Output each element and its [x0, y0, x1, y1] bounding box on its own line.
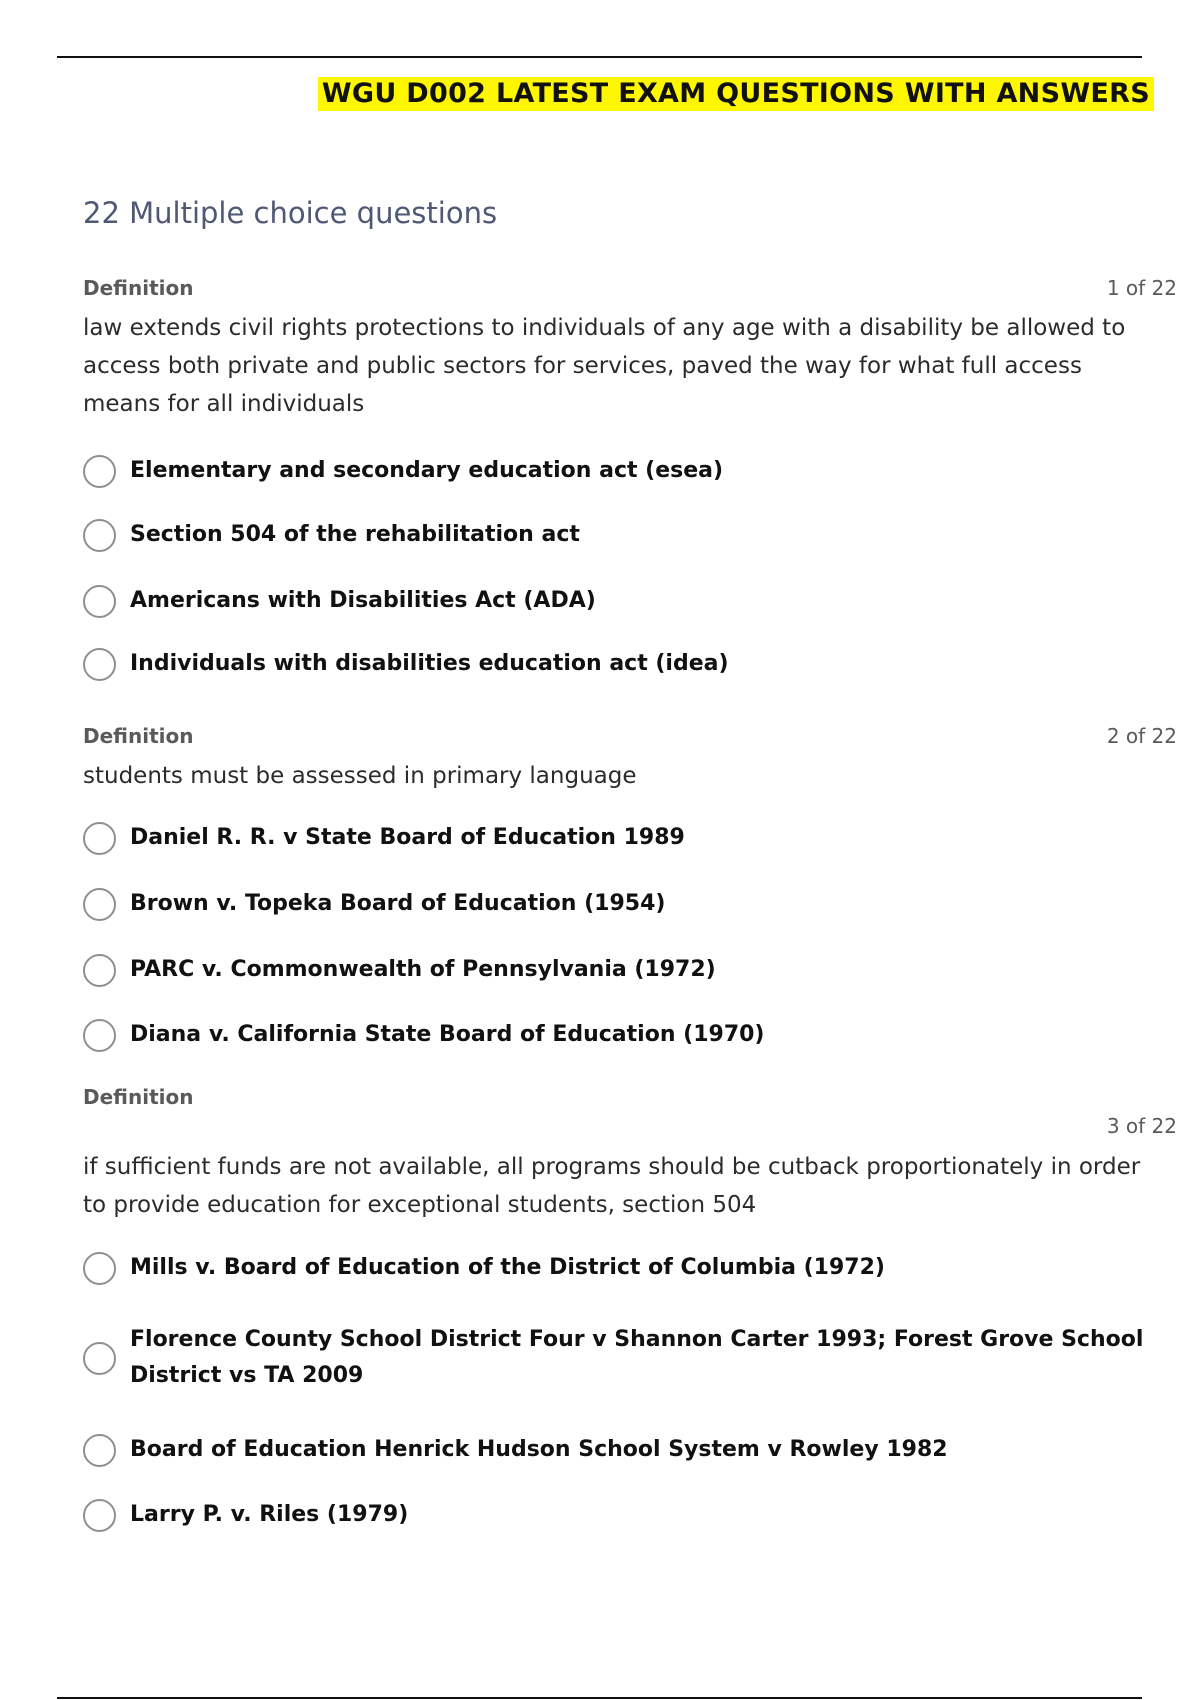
question-text: law extends civil rights protections to individuals of any age with a disability be allowed to access both private and public sectors for services, paved the way for what full access means for all individuals — [83, 315, 1126, 417]
answer-option-label: Florence County School District Four v Shannon Carter 1993; Forest Grove School District vs TA 2009 — [130, 1327, 1144, 1388]
answer-option[interactable] — [83, 1432, 1163, 1468]
answer-option[interactable] — [83, 1322, 1163, 1394]
answer-option[interactable] — [83, 517, 1163, 553]
answer-option-label: Americans with Disabilities Act (ADA) — [130, 588, 596, 613]
question-text: if sufficient funds are not available, all programs should be cutback proportionately in order to provide education for exceptional students, section 504 — [83, 1154, 1141, 1218]
radio-button[interactable] — [83, 822, 116, 855]
answer-option-label: Individuals with disabilities education act (idea) — [130, 651, 729, 676]
question-label: Definition — [83, 724, 194, 748]
document-title-wrap — [318, 78, 1154, 109]
answer-option-label: Mills v. Board of Education of the District of Columbia (1972) — [130, 1255, 885, 1280]
answer-option-label: Daniel R. R. v State Board of Education 1989 — [130, 825, 685, 850]
answer-option-label: Diana v. California State Board of Education (1970) — [130, 1022, 765, 1047]
radio-button[interactable] — [83, 954, 116, 987]
radio-button[interactable] — [83, 1499, 116, 1532]
radio-button[interactable] — [83, 888, 116, 921]
answer-option[interactable] — [83, 952, 1163, 988]
question-label: Definition — [83, 276, 194, 300]
question-label: Definition — [83, 1085, 194, 1109]
answer-option[interactable] — [83, 1017, 1163, 1053]
section-heading: 22 Multiple choice questions — [83, 196, 498, 230]
answer-option-label: Board of Education Henrick Hudson School System v Rowley 1982 — [130, 1437, 948, 1462]
question-counter: 3 of 22 — [1106, 1114, 1177, 1138]
answer-option-label: Brown v. Topeka Board of Education (1954) — [130, 891, 666, 916]
radio-button[interactable] — [83, 648, 116, 681]
answer-option[interactable] — [83, 646, 1163, 682]
question-text: students must be assessed in primary language — [83, 763, 637, 789]
radio-button[interactable] — [83, 455, 116, 488]
radio-button[interactable] — [83, 585, 116, 618]
bottom-rule — [57, 1697, 1142, 1699]
answer-option[interactable] — [83, 453, 1163, 489]
answer-option[interactable] — [83, 886, 1163, 922]
radio-button[interactable] — [83, 1342, 116, 1375]
radio-button[interactable] — [83, 1252, 116, 1285]
question-counter: 1 of 22 — [1106, 276, 1177, 300]
answer-option[interactable] — [83, 583, 1163, 619]
answer-option-label: PARC v. Commonwealth of Pennsylvania (1972) — [130, 957, 716, 982]
radio-button[interactable] — [83, 1019, 116, 1052]
radio-button[interactable] — [83, 519, 116, 552]
radio-button[interactable] — [83, 1434, 116, 1467]
question-counter: 2 of 22 — [1106, 724, 1177, 748]
answer-option[interactable] — [83, 820, 1163, 856]
document-title: WGU D002 LATEST EXAM QUESTIONS WITH ANSWERS — [318, 77, 1154, 111]
answer-option[interactable] — [83, 1250, 1163, 1286]
top-rule — [57, 56, 1142, 58]
answer-option-label: Larry P. v. Riles (1979) — [130, 1502, 409, 1527]
answer-option-label: Section 504 of the rehabilitation act — [130, 522, 580, 547]
answer-option[interactable] — [83, 1497, 1163, 1533]
answer-option-label: Elementary and secondary education act (esea) — [130, 458, 724, 483]
